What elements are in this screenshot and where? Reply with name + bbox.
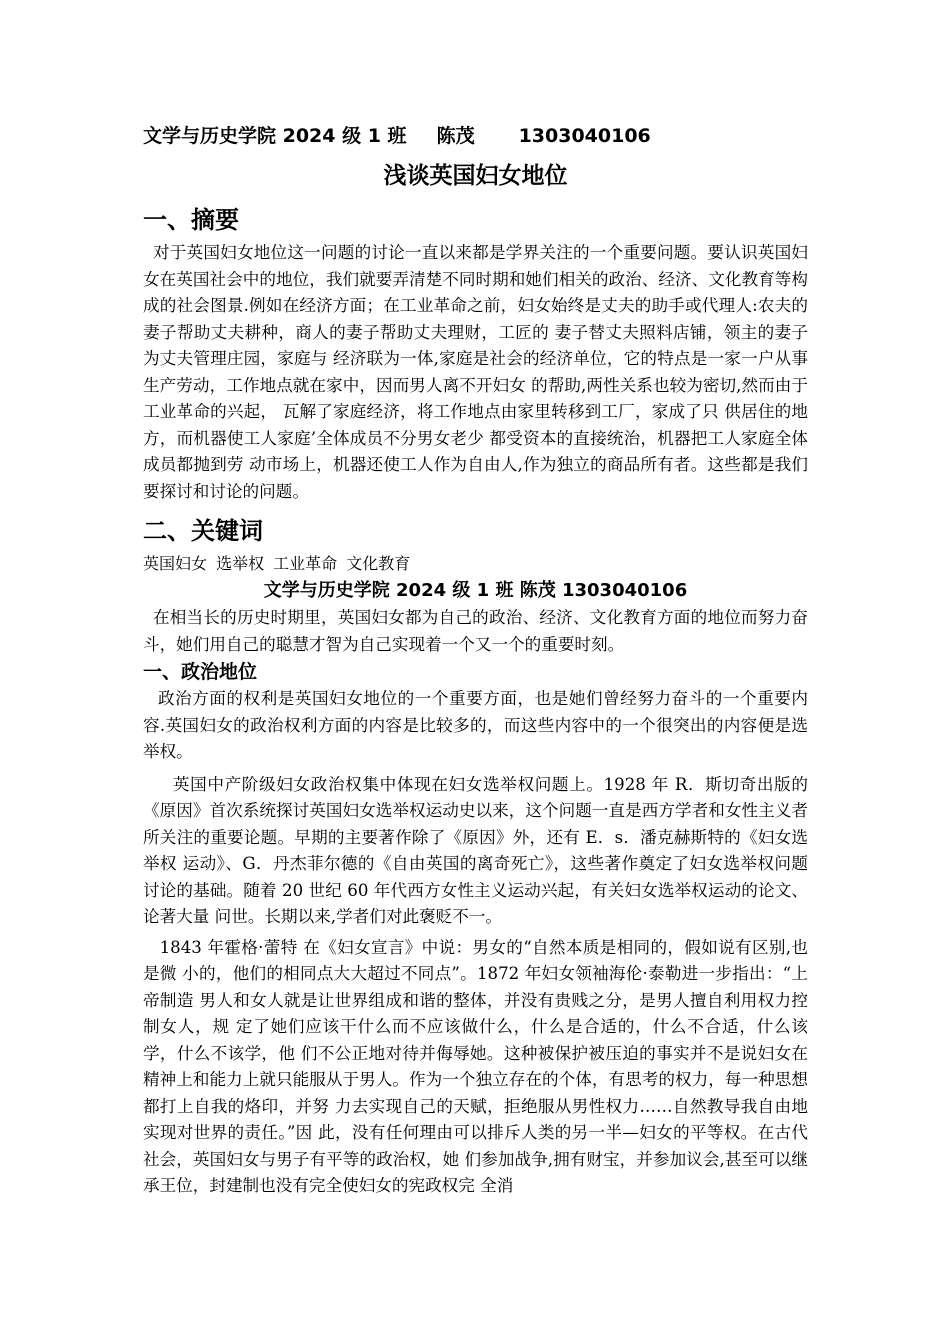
author-name: 陈茂 [436, 125, 475, 147]
section1-paragraph-3: 1843 年霍格·蕾特 在《妇女宣言》中说：男女的“自然本质是相同的，假如说有区别,也是微 小的，他们的相同点大大超过不同点”。1872 年妇女领袖海伦·泰勒进一步指出：“上帝制造 男人和女人就是让世界组成和谐的整体，并没有贵贱之分，是男人擅自利用权力控制女人，规 定了她们应该干什么而不应该做什么，什么是合适的，什么不合适，什么该学，什么不该学，他 们不公正地对待并侮辱她。这种被保护被压迫的事实并不是说妇女在精神上和能力上就只能服从于男人。作为一个独立存在的个体，有思考的权力，每一种思想都打上自我的烙印，并努 力去实现自己的天赋，拒绝服从男性权力……自然教导我自由地实现对世界的责任。”因 此，没有任何理由可以排斥人类的另一半—妇女的平等权。在古代社会，英国妇女与男子有平等的政治权，她 们参加战争,拥有财宝，并参加议会,甚至可以继承王位，封建制也没有完全使妇女的宪政权完 全消 [143, 937, 808, 1195]
intro-paragraph: 在相当长的历史时期里，英国妇女都为自己的政治、经济、文化教育方面的地位而努力奋斗，她们用自己的聪慧才智为自己实现着一个又一个的重要时刻。 [143, 608, 808, 654]
abstract-text: 对于英国妇女地位这一问题的讨论一直以来都是学界关注的一个重要问题。要认识英国妇女在英国社会中的地位，我们就要弄清楚不同时期和她们相关的政治、经济、文化教育等构成的社会图景.例如在经济方面；在工业革命之前，妇女始终是丈夫的助手或代理人:农夫的妻子帮助丈夫耕种，商人的妻子帮助丈夫理财，工匠的 妻子替丈夫照料店铺，领主的妻子为丈夫管理庄园，家庭与 经济联为一体,家庭是社会的经济单位，它的特点是一家一户从事生产劳动，工作地点就在家中，因而男人离不开妇女 的帮助,两性关系也较为密切,然而由于工业革命的兴起， 瓦解了家庭经济，将工作地点由家里转移到工厂，家成了只 供居住的地方，而机器使工人家庭’全体成员不分男女老少 都受资本的直接统治，机器把工人家庭全体成员都抛到劳 动市场上，机器还使工人作为自由人,作为独立的商品所有者。这些都是我们要探讨和讨论的问题。 [143, 243, 808, 501]
section1-paragraph-2: 英国中产阶级妇女政治权集中体现在妇女选举权问题上。1928 年 R．斯切奇出版的《原因》首次系统探讨英国妇女选举权运动史以来，这个问题一直是西方学者和女性主义者所关注的重要论题。早期的主要著作除了《原因》外，还有 E．s．潘克赫斯特的《妇女选举权 运动》、G．丹杰菲尔德的《自由英国的离奇死亡》，这些著作奠定了妇女选举权问题讨论的基础。随着 20 世纪 60 年代西方女性主义运动兴起，有关妇女选举权运动的论文、论著大量 问世。长期以来,学者们对此褒贬不一。 [143, 774, 808, 926]
document-body [143, 120, 808, 1200]
school-class: 文学与历史学院 2024 级 1 班 [143, 125, 407, 147]
body-header: 文学与历史学院 2024 级 1 班 陈茂 1303040106 [263, 580, 688, 601]
section1-paragraph-1: 政治方面的权利是英国妇女地位的一个重要方面，也是她们曾经努力奋斗的一个重要内容.英国妇女的政治权利方面的内容是比较多的，而这些内容中的一个很突出的内容便是选举权。 [143, 689, 808, 761]
section1-heading: 一、政治地位 [143, 661, 258, 683]
document-title: 浅谈英国妇女地位 [383, 163, 568, 189]
keywords-text: 英国妇女 选举权 工业革命 文化教育 [143, 554, 411, 573]
keywords-heading: 二、关键词 [143, 517, 263, 545]
abstract-heading: 一、摘要 [143, 206, 239, 234]
student-id: 1303040106 [518, 125, 651, 147]
author-header [143, 120, 808, 152]
